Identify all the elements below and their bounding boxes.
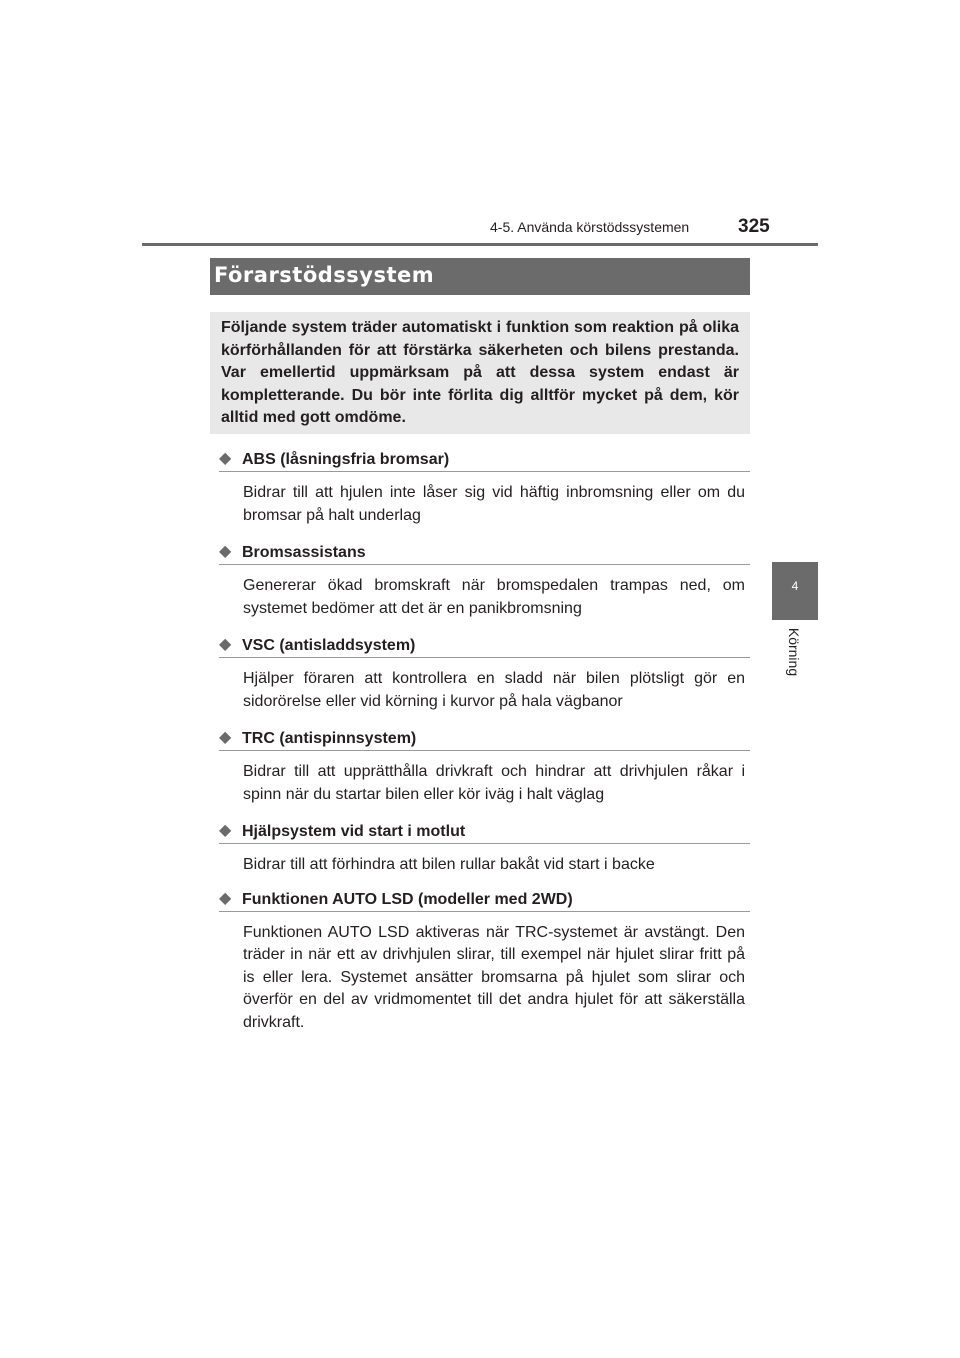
list-item <box>219 888 750 1035</box>
item-description: Bidrar till att upprätthålla drivkraft och hindrar att drivhjulen råkar i spinn när du startar bilen eller kör iväg i halt väglag <box>243 763 745 803</box>
diamond-bullet-icon: ◆ <box>219 729 232 746</box>
list-item <box>219 634 750 713</box>
diamond-bullet-icon: ◆ <box>219 450 232 467</box>
page-title: Förarstödssystem <box>214 263 435 287</box>
diamond-bullet-icon: ◆ <box>219 543 232 560</box>
diamond-bullet-icon: ◆ <box>219 889 232 907</box>
item-description: Bidrar till att förhindra att bilen rullar bakåt vid start i backe <box>243 856 655 873</box>
section-title: 4-5. Använda körstödssystemen <box>490 219 690 235</box>
intro-box <box>210 312 750 434</box>
page-number: 325 <box>738 216 770 237</box>
item-heading-text: Hjälpsystem vid start i motlut <box>242 823 466 840</box>
item-description: Funktionen AUTO LSD aktiveras när TRC-systemet är avstängt. Den träder in när ett av drivhjulen slirar, till exempel när hjulet slirar fritt på is eller lera. Systemet ansätter bromsarna på hjulet som slirar och överför en del av vridmomentet till det andra hjulet för att säkerställa drivkraft. <box>243 923 745 1031</box>
item-heading <box>219 820 750 844</box>
item-heading-text: VSC (antisladdsystem) <box>242 637 416 654</box>
item-heading-text: ABS (låsningsfria bromsar) <box>242 451 450 468</box>
item-heading-text: TRC (antispinnsystem) <box>242 730 417 747</box>
diamond-bullet-icon: ◆ <box>219 636 232 653</box>
item-heading <box>219 888 750 912</box>
list-item <box>219 448 750 527</box>
item-heading-text: Bromsassistans <box>242 544 366 561</box>
item-description: Bidrar till att hjulen inte låser sig vid häftig inbromsning eller om du bromsar på halt underlag <box>243 484 745 524</box>
section-title-bar <box>210 258 750 295</box>
header-divider <box>142 243 818 246</box>
list-item <box>219 820 750 877</box>
item-heading <box>219 634 750 658</box>
item-heading-text: Funktionen AUTO LSD (modeller med 2WD) <box>242 890 573 908</box>
list-item <box>219 727 750 806</box>
item-description: Hjälper föraren att kontrollera en sladd när bilen plötsligt gör en sidorörelse eller vid körning i kurvor på hala vägbanor <box>243 670 745 710</box>
diamond-bullet-icon: ◆ <box>219 822 232 839</box>
item-heading <box>219 727 750 751</box>
item-heading <box>219 541 750 565</box>
item-heading <box>219 448 750 472</box>
system-list <box>219 448 750 1034</box>
chapter-label: Körning <box>786 627 802 677</box>
chapter-number: 4 <box>791 579 799 593</box>
intro-text: Följande system träder automatiskt i funktion som reaktion på olika körförhållanden för att förstärka säkerheten och bilens prestanda. Var emellertid uppmärksam på att dessa system endast är kompletterande. Du bör inte förlita dig alltför mycket på dem, kör alltid med gott omdöme. <box>221 319 739 426</box>
list-item <box>219 541 750 620</box>
item-description: Genererar ökad bromskraft när bromspedalen trampas ned, om systemet bedömer att det är en panikbromsning <box>243 577 745 617</box>
